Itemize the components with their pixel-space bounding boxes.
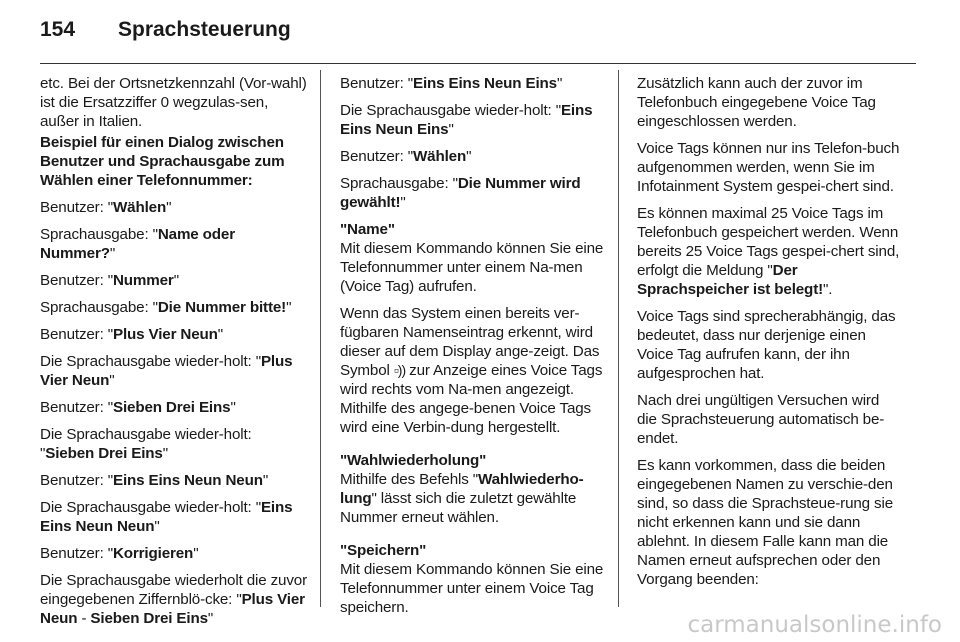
dialog-line-user: Benutzer: "Korrigieren" (40, 545, 199, 562)
page-header (40, 14, 920, 54)
dialog-line-system: Die Sprachausgabe wiederholt die zuvor eingegebenen Ziffernblö-cke: "Plus Vier Neun - Sieben Drei Eins" (40, 572, 307, 627)
column-1 (40, 74, 308, 636)
voice-tag-icon: ▫)) (393, 362, 406, 378)
section-speichern: "Speichern" Mit diesem Kommando können Sie eine Telefonnummer unter einem Voice Tag speichern. (340, 542, 604, 616)
dialog-line-system: Sprachausgabe: "Name oder Nummer?" (40, 226, 235, 262)
dialog-line-user: Benutzer: "Plus Vier Neun" (40, 326, 224, 343)
dialog-line-user: Benutzer: "Sieben Drei Eins" (40, 399, 236, 416)
dialog-line-user: Benutzer: "Eins Eins Neun Neun" (40, 472, 269, 489)
section-heading: "Wahlwiederholung" (340, 452, 487, 469)
column-3 (637, 74, 901, 597)
page-number: 154 (40, 18, 76, 41)
dialog-line-user: Benutzer: "Nummer" (40, 272, 179, 289)
paragraph: Wenn das System einen bereits ver-fügbaren Namenseintrag erkennt, wird dieser auf dem Display ange-zeigt. Das Symbol ▫)) zur Anzeige eines Voice Tags wird rechts vom Na-men angezeigt. Mithilfe des angege-benen Voice Tags wird eine Verbin-dung hergestellt. (340, 305, 603, 436)
dialog-line-system: Die Sprachausgabe wieder-holt: "Eins Eins Neun Eins" (340, 102, 593, 138)
dialog-line-system: Die Sprachausgabe wieder-holt: "Sieben Drei Eins" (40, 426, 252, 462)
section-name: "Name" Mit diesem Kommando können Sie eine Telefonnummer unter einem Na-men (Voice Tag) aufrufen. (340, 221, 604, 295)
dialog-heading: Beispiel für einen Dialog zwischen Benutzer und Sprachausgabe zum Wählen einer Telefonnummer: (40, 134, 285, 189)
dialog-line-system: Sprachausgabe: "Die Nummer wird gewählt!" (340, 175, 581, 211)
paragraph: etc. Bei der Ortsnetzkennzahl (Vor-wahl) ist die Ersatzziffer 0 wegzulas-sen, außer in Italien. (40, 75, 307, 130)
dialog-line-user: Benutzer: "Wählen" (40, 199, 172, 216)
paragraph: Es kann vorkommen, dass die beiden eingegebenen Namen zu verschie-den sind, so dass die Sprachsteue-rung sie nicht erkennen kann und sie dann ablehnt. In diesem Falle kann man die Namen erneut aufsprechen oder den Vorgang beenden: (637, 457, 894, 588)
paragraph: Es können maximal 25 Voice Tags im Telefonbuch gespeichert werden. Wenn bereits 25 Voice Tags gespei-chert sind, erfolgt die Meldung "Der Sprachspeicher ist belegt!". (637, 205, 900, 298)
page-title: Sprachsteuerung (118, 18, 291, 41)
dialog-line-system: Die Sprachausgabe wieder-holt: "Eins Eins Neun Neun" (40, 499, 293, 535)
column-2 (340, 74, 608, 625)
dialog-line-system: Die Sprachausgabe wieder-holt: "Plus Vier Neun" (40, 353, 293, 389)
header-rule (40, 63, 916, 64)
dialog-line-user: Benutzer: "Wählen" (340, 148, 472, 165)
column-divider-2 (618, 70, 619, 607)
column-divider-1 (320, 70, 321, 607)
dialog-line-user: Benutzer: "Eins Eins Neun Eins" (340, 75, 563, 92)
watermark: carmanualsonline.info (687, 612, 942, 638)
section-heading: "Speichern" (340, 542, 427, 559)
paragraph: Zusätzlich kann auch der zuvor im Telefonbuch eingegebene Voice Tag eingeschlossen werden. (637, 75, 876, 130)
paragraph: Nach drei ungültigen Versuchen wird die Sprachsteuerung automatisch be-endet. (637, 392, 885, 447)
section-heading: "Name" (340, 221, 395, 238)
paragraph: Voice Tags können nur ins Telefon-buch aufgenommen werden, wenn Sie im Infotainment System gespei-chert sind. (637, 140, 900, 195)
section-wahlwiederholung: "Wahlwiederholung" Mithilfe des Befehls "Wahlwiederho-lung" lässt sich die zuletzt gewählte Nummer erneut wählen. (340, 452, 584, 526)
dialog-line-system: Sprachausgabe: "Die Nummer bitte!" (40, 299, 292, 316)
paragraph: Voice Tags sind sprecherabhängig, das bedeutet, dass nur derjenige einen Voice Tag aufrufen kann, der ihn aufgesprochen hat. (637, 308, 896, 382)
